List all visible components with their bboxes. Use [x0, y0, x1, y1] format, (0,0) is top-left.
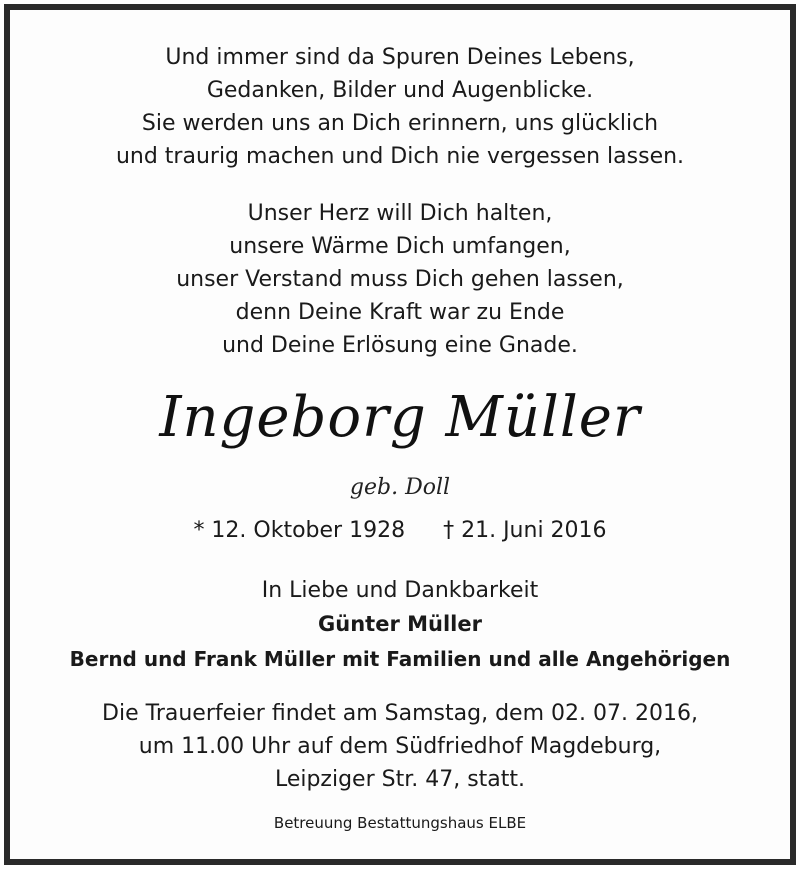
poem-line: unsere Wärme Dich umfangen,	[229, 234, 571, 259]
funeral-line: um 11.00 Uhr auf dem Südfriedhof Magdeburg,	[138, 734, 662, 759]
undertaker-credit: Betreuung Bestattungshaus ELBE	[273, 814, 527, 832]
mourner-family: Bernd und Frank Müller mit Familien und alle Angehörigen	[69, 647, 731, 671]
deceased-name: Ingeborg Müller	[159, 385, 641, 450]
birth-date: * 12. Oktober 1928	[193, 518, 406, 543]
mourners-intro: In Liebe und Dankbarkeit	[261, 578, 539, 603]
mourner-spouse: Günter Müller	[318, 612, 482, 636]
life-dates	[10, 520, 790, 542]
death-date: † 21. Juni 2016	[443, 518, 607, 543]
poem-line: Und immer sind da Spuren Deines Lebens,	[165, 45, 635, 70]
poem-line: denn Deine Kraft war zu Ende	[235, 300, 565, 325]
poem-line: unser Verstand muss Dich gehen lassen,	[176, 267, 624, 292]
obituary-frame	[4, 4, 796, 865]
maiden-name: geb. Doll	[349, 475, 451, 500]
poem-line: und traurig machen und Dich nie vergessen lassen.	[115, 144, 685, 169]
poem-line: und Deine Erlösung eine Gnade.	[222, 333, 578, 358]
funeral-line: Die Trauerfeier findet am Samstag, dem 02. 07. 2016,	[102, 701, 698, 726]
poem-line: Unser Herz will Dich halten,	[247, 201, 553, 226]
poem-line: Gedanken, Bilder und Augenblicke.	[206, 78, 594, 103]
poem-line: Sie werden uns an Dich erinnern, uns glücklich	[141, 111, 659, 136]
funeral-line: Leipziger Str. 47, statt.	[274, 767, 526, 792]
